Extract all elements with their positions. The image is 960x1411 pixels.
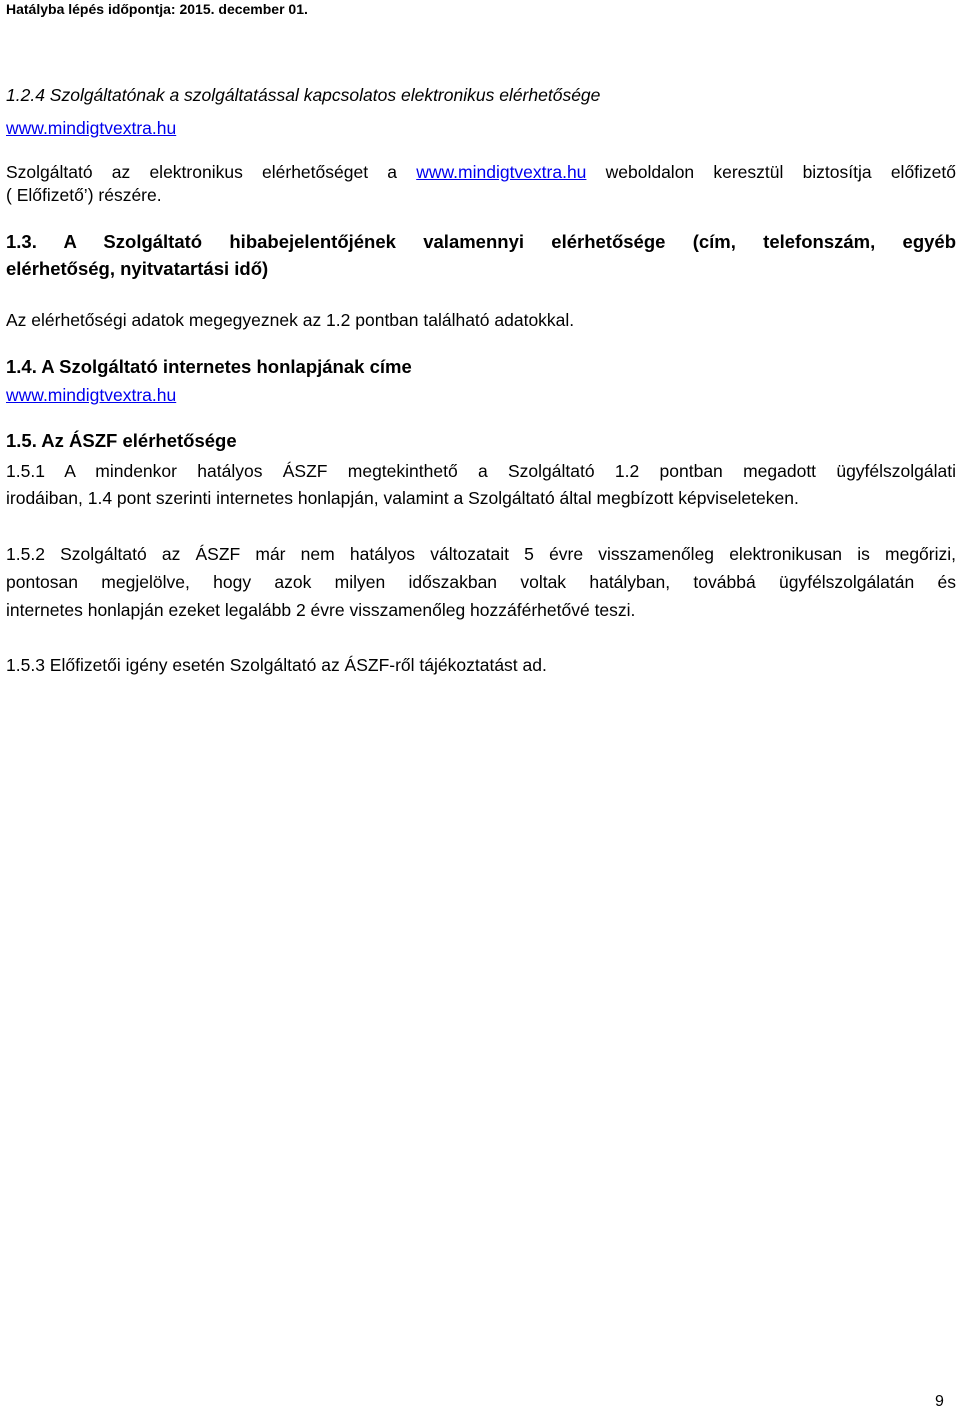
section-1-5-2-line2: pontosan megjelölve, hogy azok milyen időszakban voltak hatályban, továbbá ügyfélszolgálatán és <box>6 572 956 592</box>
section-1-5-2-line3: internetes honlapján ezeket legalább 2 évre visszamenőleg hozzáférhetővé teszi. <box>6 600 636 620</box>
section-1-3-title-line1: 1.3. A Szolgáltató hibabejelentőjének valamennyi elérhetősége (cím, telefonszám, egyéb <box>6 231 956 252</box>
section-1-5-3: 1.5.3 Előfizetői igény esetén Szolgáltató az ÁSZF-ről tájékoztatást ad. <box>6 655 547 675</box>
website-link[interactable]: www.mindigtvextra.hu <box>6 118 177 138</box>
section-1-3-body: Az elérhetőségi adatok megegyeznek az 1.2 pontban található adatokkal. <box>6 310 575 330</box>
section-1-3-title-line2: elérhetőség, nyitvatartási idő) <box>6 258 269 279</box>
website-link-homepage[interactable]: www.mindigtvextra.hu <box>6 385 177 405</box>
section-1-2-4-para-end: weboldalon keresztül biztosítja előfizető <box>586 162 956 182</box>
section-1-2-4-title: 1.2.4 Szolgáltatónak a szolgáltatással kapcsolatos elektronikus elérhetősége <box>6 85 601 105</box>
page-number: 9 <box>935 1393 944 1410</box>
section-1-5-1-line2: irodáiban, 1.4 pont szerinti internetes honlapján, valamint a Szolgáltató által megbízott képviseleteken. <box>6 488 799 508</box>
section-1-5-1-line1: 1.5.1 A mindenkor hatályos ÁSZF megtekinthető a Szolgáltató 1.2 pontban megadott ügyfélszolgálati <box>6 461 956 481</box>
section-1-4-title: 1.4. A Szolgáltató internetes honlapjának címe <box>6 356 412 377</box>
page-header-effective-date: Hatályba lépés időpontja: 2015. december 01. <box>6 1 308 17</box>
section-1-5-title: 1.5. Az ÁSZF elérhetősége <box>6 430 237 451</box>
section-1-2-4-paragraph-line2: ( Előfizető’) részére. <box>6 185 162 205</box>
section-1-4-link-line <box>6 385 176 406</box>
website-link-inline[interactable]: www.mindigtvextra.hu <box>416 162 587 182</box>
section-1-5-2-line1: 1.5.2 Szolgáltató az ÁSZF már nem hatályos változatait 5 évre visszamenőleg elektronikusan is megőrizi, <box>6 544 956 564</box>
section-1-2-4-link-line <box>6 118 176 139</box>
section-1-2-4-paragraph <box>6 162 956 183</box>
section-1-2-4-para-start: Szolgáltató az elektronikus elérhetőséget a <box>6 162 417 182</box>
